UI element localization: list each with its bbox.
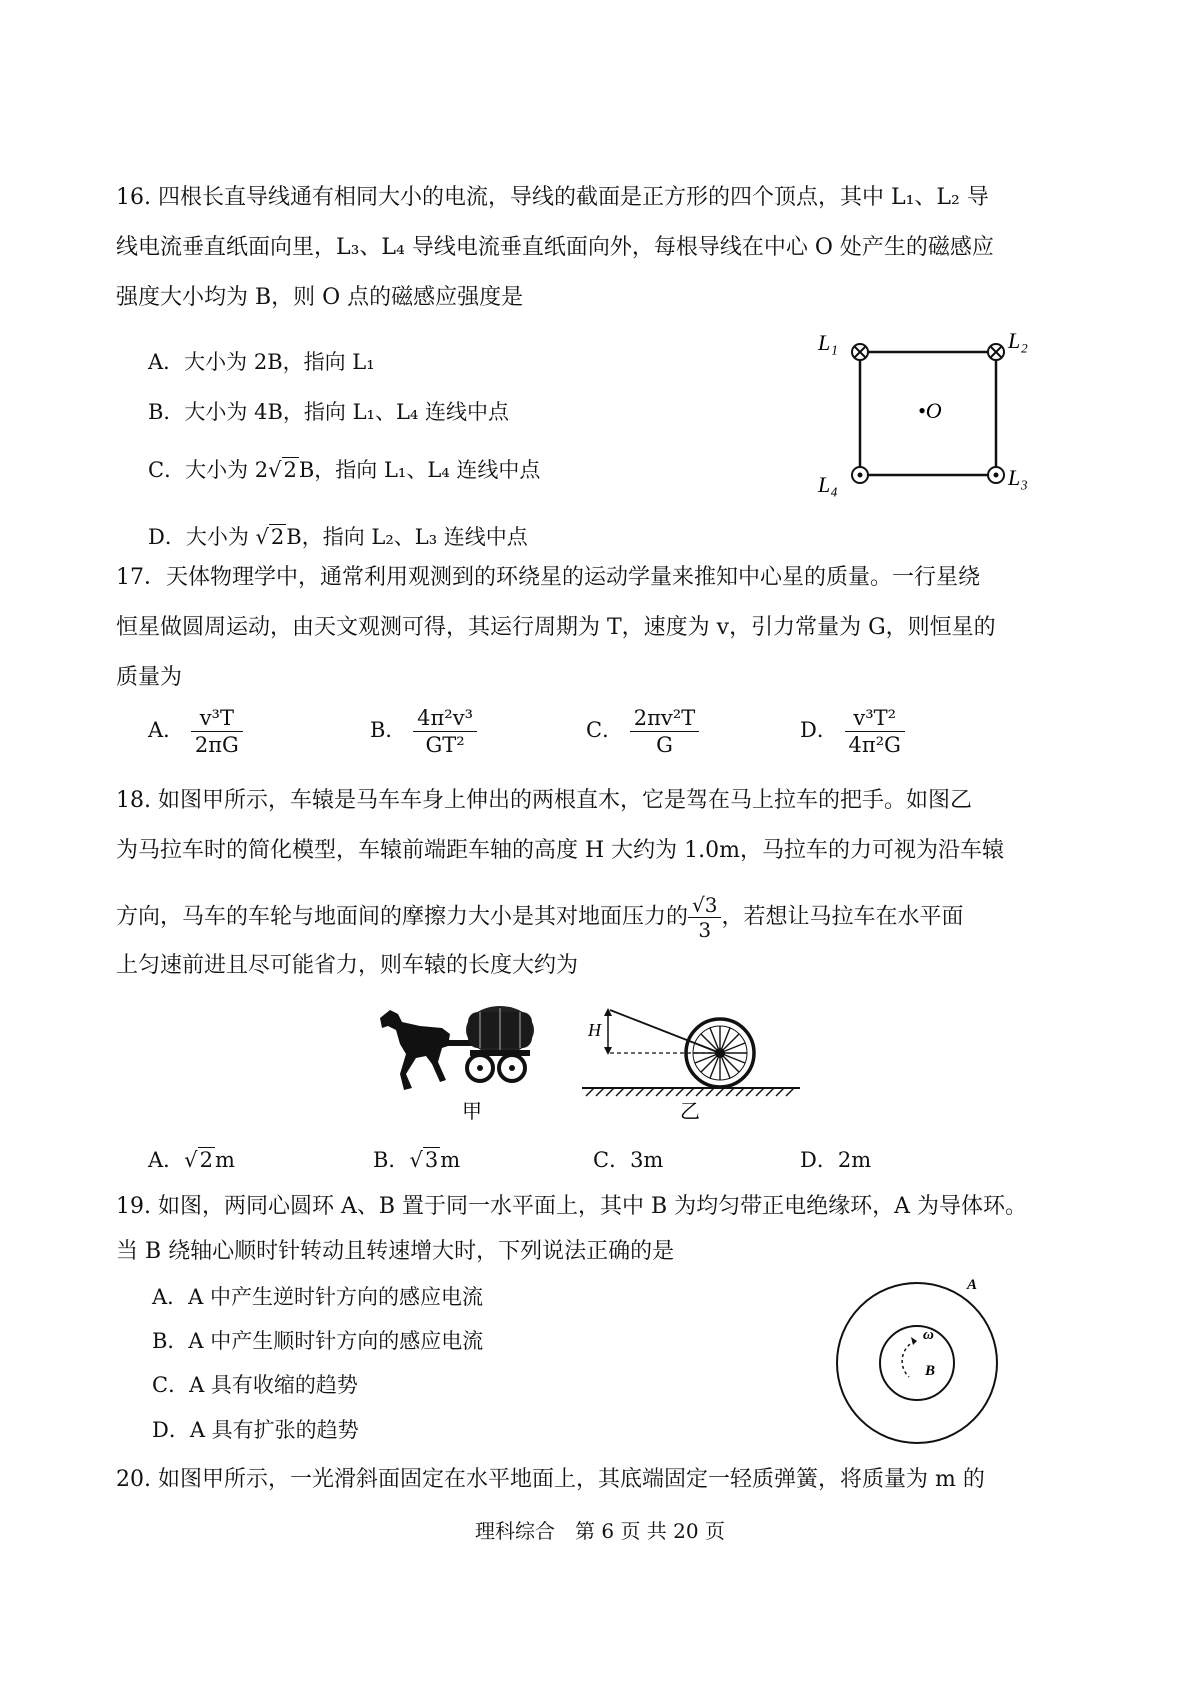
q16-option-c-radicand: 2 xyxy=(283,458,297,482)
q18-option-b-label: B． xyxy=(373,1148,410,1172)
q16-option-a: A．大小为 2B，指向 L₁ xyxy=(148,350,375,374)
q17-option-d xyxy=(800,705,905,758)
q16-wire-square-figure xyxy=(800,320,1060,500)
q16-option-c-prefix: C．大小为 2 xyxy=(148,458,269,482)
rotation-arrow-icon xyxy=(902,1341,915,1377)
q18-option-b-unit: m xyxy=(440,1148,461,1172)
q18-fraction xyxy=(688,893,721,942)
label-l3: L₃ xyxy=(1008,465,1028,490)
numerator: v³T² xyxy=(845,705,905,732)
q18-option-c: C．3m xyxy=(593,1148,664,1172)
q20-line-1: 20. 如图甲所示，一光滑斜面固定在水平地面上，其底端固定一轻质弹簧，将质量为 m 的 xyxy=(116,1467,985,1492)
ring-a xyxy=(837,1283,997,1443)
denominator: 4π²G xyxy=(848,733,901,757)
q17-line-3: 质量为 xyxy=(116,665,183,690)
q18-simplified-model-figure xyxy=(580,1000,810,1125)
q16-option-c xyxy=(148,455,540,485)
denominator: GT² xyxy=(425,733,465,757)
q18-option-b xyxy=(373,1145,460,1175)
denominator: 2πG xyxy=(194,733,239,757)
wire-out-of-page-icon-l3 xyxy=(988,467,1004,483)
label-l4: L₄ xyxy=(818,472,838,497)
sqrt-symbol: √2 xyxy=(255,525,285,549)
q18-horse-cart-figure xyxy=(372,1000,562,1125)
q18-line-3-prefix: 方向，马车的车轮与地面间的摩擦力大小是其对地面压力的 xyxy=(116,904,689,930)
label-yi: 乙 xyxy=(680,1101,700,1123)
q17-option-d-label: D． xyxy=(800,718,838,742)
label-l1: L₁ xyxy=(818,330,838,355)
wheel-icon xyxy=(686,1019,754,1087)
q16-line-3: 强度大小均为 B，则 O 点的磁感应强度是 xyxy=(116,285,524,310)
numerator: v³T xyxy=(191,705,243,732)
q16-option-d-prefix: D．大小为 xyxy=(148,525,256,549)
label-omega: ω xyxy=(923,1327,934,1343)
q18-line-3 xyxy=(116,893,964,942)
q18-line-4: 上匀速前进且尽可能省力，则车辕的长度大约为 xyxy=(116,953,579,978)
wire-into-page-icon-l2 xyxy=(988,344,1004,360)
label-h: H xyxy=(588,1020,601,1040)
q16-option-d xyxy=(148,522,528,552)
q17-option-a-label: A． xyxy=(148,718,185,742)
q18-line-1: 18. 如图甲所示，车辕是马车车身上伸出的两根直木，它是驾在马上拉车的把手。如图乙 xyxy=(116,788,972,813)
q16-option-d-radicand: 2 xyxy=(270,525,285,549)
barrel-cart-icon xyxy=(466,1006,534,1056)
q18-line-2: 为马拉车时的简化模型，车辕前端距车轴的高度 H 大约为 1.0m，马拉车的力可视为沿车辕 xyxy=(116,838,1005,863)
q18-option-a-label: A． xyxy=(148,1148,185,1172)
q16-option-d-suffix: B，指向 L₂、L₃ 连线中点 xyxy=(286,525,528,549)
q19-line-1: 19. 如图，两同心圆环 A、B 置于同一水平面上，其中 B 为均匀带正电绝缘环，A 为导体环。 xyxy=(116,1194,1028,1219)
label-center-o: •O xyxy=(918,398,942,423)
q18-option-b-radicand: 3 xyxy=(424,1148,439,1172)
q18-option-a-radicand: 2 xyxy=(199,1148,213,1172)
q19-option-b: B．A 中产生顺时针方向的感应电流 xyxy=(152,1329,484,1353)
ground-hatching xyxy=(586,1088,794,1096)
sqrt-symbol: √2 xyxy=(268,458,297,482)
denominator: 3 xyxy=(698,918,712,942)
q16-option-c-suffix: B，指向 L₁、L₄ 连线中点 xyxy=(298,458,541,482)
sqrt-symbol: √2 xyxy=(184,1148,213,1172)
numerator: 4π²v³ xyxy=(413,705,477,732)
q17-line-1: 17．天体物理学中，通常利用观测到的环绕星的运动学量来推知中心星的质量。一行星绕 xyxy=(116,565,980,590)
q17-option-b-label: B． xyxy=(370,718,407,742)
q18-option-a xyxy=(148,1145,235,1175)
q16-line-1: 16. 四根长直导线通有相同大小的电流，导线的截面是正方形的四个顶点，其中 L₁、L₂ 导 xyxy=(116,185,989,210)
q18-option-d: D．2m xyxy=(800,1148,872,1172)
q19-option-c: C．A 具有收缩的趋势 xyxy=(152,1373,358,1397)
sqrt-symbol: √3 xyxy=(409,1148,439,1172)
numerator: 2πv²T xyxy=(630,705,699,732)
q17-option-c xyxy=(586,705,699,758)
q19-line-2: 当 B 绕轴心顺时针转动且转速增大时，下列说法正确的是 xyxy=(116,1239,675,1264)
q19-option-a: A．A 中产生逆时针方向的感应电流 xyxy=(152,1285,484,1309)
wire-out-of-page-icon-l4 xyxy=(852,467,868,483)
horse-icon xyxy=(380,1010,450,1090)
q16-option-b: B．大小为 4B，指向 L₁、L₄ 连线中点 xyxy=(148,400,509,424)
q17-option-b xyxy=(370,705,477,758)
q16-line-2: 线电流垂直纸面向里，L₃、L₄ 导线电流垂直纸面向外，每根导线在中心 O 处产生的磁感应 xyxy=(116,235,994,260)
numerator: √3 xyxy=(688,893,721,918)
wire-into-page-icon-l1 xyxy=(852,344,868,360)
q17-line-2: 恒星做圆周运动，由天文观测可得，其运行周期为 T，速度为 v，引力常量为 G，则恒星的 xyxy=(116,615,996,640)
label-jia: 甲 xyxy=(462,1101,482,1123)
q19-concentric-rings-figure xyxy=(825,1275,1025,1455)
q19-option-d: D．A 具有扩张的趋势 xyxy=(152,1418,359,1442)
label-l2: L₂ xyxy=(1008,328,1028,353)
ring-b xyxy=(880,1326,954,1400)
q18-line-3-suffix: ，若想让马拉车在水平面 xyxy=(721,904,964,930)
q17-option-d-fraction xyxy=(845,705,905,758)
q17-option-b-fraction xyxy=(413,705,477,758)
q17-option-c-label: C． xyxy=(586,718,624,742)
label-b: B xyxy=(925,1363,936,1379)
label-a: A xyxy=(967,1277,978,1293)
q17-option-a xyxy=(148,705,243,758)
q17-option-c-fraction xyxy=(630,705,699,758)
q17-option-a-fraction xyxy=(191,705,243,758)
page-footer: 理科综合 第 6 页 共 20 页 xyxy=(475,1519,725,1543)
denominator: G xyxy=(656,733,673,757)
q18-option-a-unit: m xyxy=(214,1148,235,1172)
cart-wheel-icon xyxy=(467,1055,525,1081)
